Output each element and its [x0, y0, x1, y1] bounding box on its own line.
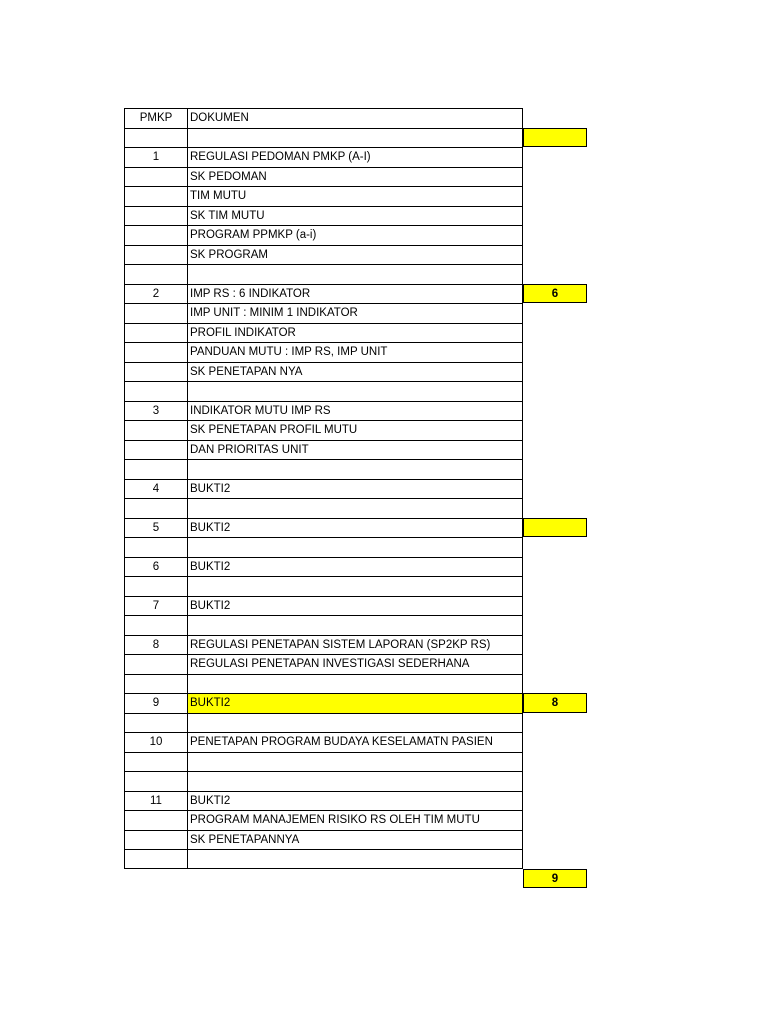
pmkp-cell[interactable]: 4 — [124, 479, 187, 499]
dokumen-cell[interactable] — [187, 713, 523, 733]
table-row — [124, 420, 587, 440]
table-row — [124, 303, 587, 323]
pmkp-cell[interactable] — [124, 752, 187, 772]
dokumen-cell[interactable] — [187, 498, 523, 518]
table-row — [124, 830, 587, 850]
table-row — [124, 264, 587, 284]
dokumen-cell[interactable]: SK PROGRAM — [187, 245, 523, 265]
dokumen-cell[interactable]: SK PENETAPANNYA — [187, 830, 523, 850]
dokumen-cell[interactable]: SK PENETAPAN PROFIL MUTU — [187, 420, 523, 440]
dokumen-cell[interactable] — [187, 264, 523, 284]
table-row — [124, 849, 587, 869]
pmkp-cell[interactable] — [124, 362, 187, 382]
pmkp-cell[interactable] — [124, 303, 187, 323]
score-cell[interactable] — [523, 420, 587, 440]
table-row — [124, 167, 587, 187]
pmkp-cell[interactable] — [124, 264, 187, 284]
table-row — [124, 810, 587, 830]
table-row — [124, 284, 587, 304]
table-row — [124, 206, 587, 226]
score-cell[interactable] — [523, 459, 587, 479]
score-cell[interactable] — [523, 732, 587, 752]
pmkp-cell[interactable] — [124, 167, 187, 187]
dokumen-cell[interactable]: IMP RS : 6 INDIKATOR — [187, 284, 523, 304]
table-row — [124, 186, 587, 206]
dokumen-cell[interactable]: BUKTI2 — [187, 791, 523, 811]
score-cell[interactable] — [523, 440, 587, 460]
pmkp-cell[interactable]: 10 — [124, 732, 187, 752]
table-row — [124, 245, 587, 265]
score-cell[interactable] — [523, 791, 587, 811]
pmkp-cell[interactable]: 6 — [124, 557, 187, 577]
score-cell[interactable] — [523, 810, 587, 830]
pmkp-cell[interactable]: 1 — [124, 147, 187, 167]
table-row — [124, 479, 587, 499]
pmkp-cell[interactable] — [124, 323, 187, 343]
score-cell[interactable] — [523, 381, 587, 401]
score-cell[interactable] — [523, 342, 587, 362]
pmkp-cell[interactable]: 7 — [124, 596, 187, 616]
pmkp-cell[interactable] — [124, 459, 187, 479]
score-cell[interactable] — [523, 264, 587, 284]
dokumen-cell[interactable]: REGULASI PEDOMAN PMKP (A-I) — [187, 147, 523, 167]
score-cell[interactable] — [523, 537, 587, 557]
dokumen-cell[interactable]: PROGRAM PPMKP (a-i) — [187, 225, 523, 245]
dokumen-cell[interactable]: BUKTI2 — [187, 557, 523, 577]
table-row — [124, 635, 587, 655]
dokumen-cell[interactable]: SK PENETAPAN NYA — [187, 362, 523, 382]
score-cell[interactable] — [523, 830, 587, 850]
dokumen-cell[interactable]: BUKTI2 — [187, 479, 523, 499]
dokumen-cell[interactable] — [187, 128, 523, 148]
pmkp-cell[interactable] — [124, 342, 187, 362]
score-cell[interactable] — [523, 771, 587, 791]
dokumen-cell[interactable]: BUKTI2 — [187, 596, 523, 616]
table-row — [124, 654, 587, 674]
table-row — [124, 498, 587, 518]
dokumen-cell[interactable]: REGULASI PENETAPAN SISTEM LAPORAN (SP2KP RS) — [187, 635, 523, 655]
score-cell[interactable] — [523, 654, 587, 674]
table-row — [124, 596, 587, 616]
dokumen-cell[interactable]: REGULASI PENETAPAN INVESTIGASI SEDERHANA — [187, 654, 523, 674]
dokumen-cell[interactable]: BUKTI2 — [187, 518, 523, 538]
pmkp-cell[interactable] — [124, 206, 187, 226]
pmkp-cell[interactable] — [124, 576, 187, 596]
table-row — [124, 342, 587, 362]
score-cell[interactable]: 8 — [523, 693, 587, 713]
pmkp-cell[interactable] — [124, 713, 187, 733]
score-cell[interactable] — [523, 713, 587, 733]
table-row — [124, 518, 587, 538]
table-row — [124, 732, 587, 752]
total-spacer-dokumen — [187, 869, 523, 889]
score-cell[interactable]: 6 — [523, 284, 587, 304]
table-row — [124, 128, 587, 148]
score-cell[interactable] — [523, 849, 587, 869]
table-row — [124, 401, 587, 421]
dokumen-cell[interactable] — [187, 537, 523, 557]
pmkp-cell[interactable] — [124, 810, 187, 830]
dokumen-cell[interactable] — [187, 576, 523, 596]
pmkp-cell[interactable] — [124, 830, 187, 850]
pmkp-cell[interactable]: 11 — [124, 791, 187, 811]
score-cell[interactable] — [523, 245, 587, 265]
dokumen-cell[interactable]: PROFIL INDIKATOR — [187, 323, 523, 343]
header-row — [124, 108, 587, 128]
pmkp-cell[interactable] — [124, 498, 187, 518]
dokumen-cell[interactable]: INDIKATOR MUTU IMP RS — [187, 401, 523, 421]
dokumen-cell[interactable] — [187, 771, 523, 791]
dokumen-cell[interactable]: SK PEDOMAN — [187, 167, 523, 187]
pmkp-cell[interactable]: 8 — [124, 635, 187, 655]
dokumen-cell[interactable]: DAN PRIORITAS UNIT — [187, 440, 523, 460]
table-row — [124, 615, 587, 635]
dokumen-cell[interactable]: TIM MUTU — [187, 186, 523, 206]
table-row — [124, 323, 587, 343]
score-cell[interactable] — [523, 303, 587, 323]
dokumen-cell[interactable]: PENETAPAN PROGRAM BUDAYA KESELAMATN PASIEN — [187, 732, 523, 752]
score-cell[interactable] — [523, 362, 587, 382]
header-dokumen: DOKUMEN — [187, 108, 523, 128]
dokumen-cell[interactable] — [187, 849, 523, 869]
table-row — [124, 693, 587, 713]
table-row — [124, 713, 587, 733]
dokumen-cell[interactable] — [187, 752, 523, 772]
pmkp-cell[interactable] — [124, 440, 187, 460]
table-row — [124, 771, 587, 791]
table-row — [124, 537, 587, 557]
score-cell[interactable] — [523, 596, 587, 616]
pmkp-cell[interactable] — [124, 537, 187, 557]
score-cell[interactable] — [523, 752, 587, 772]
pmkp-cell[interactable] — [124, 849, 187, 869]
dokumen-cell[interactable]: PROGRAM MANAJEMEN RISIKO RS OLEH TIM MUTU — [187, 810, 523, 830]
dokumen-cell[interactable] — [187, 615, 523, 635]
pmkp-cell[interactable]: 9 — [124, 693, 187, 713]
table-row — [124, 674, 587, 694]
score-cell[interactable] — [523, 147, 587, 167]
pmkp-cell[interactable] — [124, 128, 187, 148]
pmkp-cell[interactable]: 5 — [124, 518, 187, 538]
table-row — [124, 791, 587, 811]
pmkp-cell[interactable] — [124, 420, 187, 440]
table-row — [124, 225, 587, 245]
score-cell[interactable] — [523, 167, 587, 187]
score-cell[interactable] — [523, 128, 587, 148]
pmkp-cell[interactable] — [124, 615, 187, 635]
score-cell[interactable] — [523, 401, 587, 421]
total-row — [124, 869, 587, 889]
score-cell[interactable] — [523, 557, 587, 577]
table-row — [124, 576, 587, 596]
pmkp-cell[interactable] — [124, 381, 187, 401]
dokumen-cell[interactable] — [187, 459, 523, 479]
header-pmkp: PMKP — [124, 108, 187, 128]
table-row — [124, 752, 587, 772]
dokumen-cell[interactable]: BUKTI2 — [187, 693, 523, 713]
score-cell[interactable] — [523, 186, 587, 206]
dokumen-cell[interactable] — [187, 674, 523, 694]
score-cell[interactable] — [523, 674, 587, 694]
score-cell[interactable] — [523, 576, 587, 596]
dokumen-cell[interactable]: PANDUAN MUTU : IMP RS, IMP UNIT — [187, 342, 523, 362]
score-cell[interactable] — [523, 498, 587, 518]
spreadsheet-table — [124, 108, 587, 888]
pmkp-cell[interactable]: 2 — [124, 284, 187, 304]
score-cell[interactable] — [523, 225, 587, 245]
table-row — [124, 147, 587, 167]
pmkp-cell[interactable] — [124, 674, 187, 694]
pmkp-cell[interactable] — [124, 771, 187, 791]
dokumen-cell[interactable]: SK TIM MUTU — [187, 206, 523, 226]
table-row — [124, 381, 587, 401]
header-score — [523, 108, 587, 128]
table-body — [124, 128, 587, 869]
pmkp-cell[interactable]: 3 — [124, 401, 187, 421]
pmkp-cell[interactable] — [124, 225, 187, 245]
score-cell[interactable] — [523, 206, 587, 226]
table-row — [124, 459, 587, 479]
score-cell[interactable] — [523, 635, 587, 655]
score-cell[interactable] — [523, 323, 587, 343]
dokumen-cell[interactable]: IMP UNIT : MINIM 1 INDIKATOR — [187, 303, 523, 323]
pmkp-cell[interactable] — [124, 245, 187, 265]
score-cell[interactable] — [523, 479, 587, 499]
score-cell[interactable] — [523, 518, 587, 538]
score-cell[interactable] — [523, 615, 587, 635]
table-row — [124, 362, 587, 382]
pmkp-cell[interactable] — [124, 654, 187, 674]
total-score-cell[interactable]: 9 — [523, 869, 587, 889]
table-row — [124, 440, 587, 460]
dokumen-cell[interactable] — [187, 381, 523, 401]
total-spacer-pmkp — [124, 869, 187, 889]
pmkp-cell[interactable] — [124, 186, 187, 206]
table-row — [124, 557, 587, 577]
